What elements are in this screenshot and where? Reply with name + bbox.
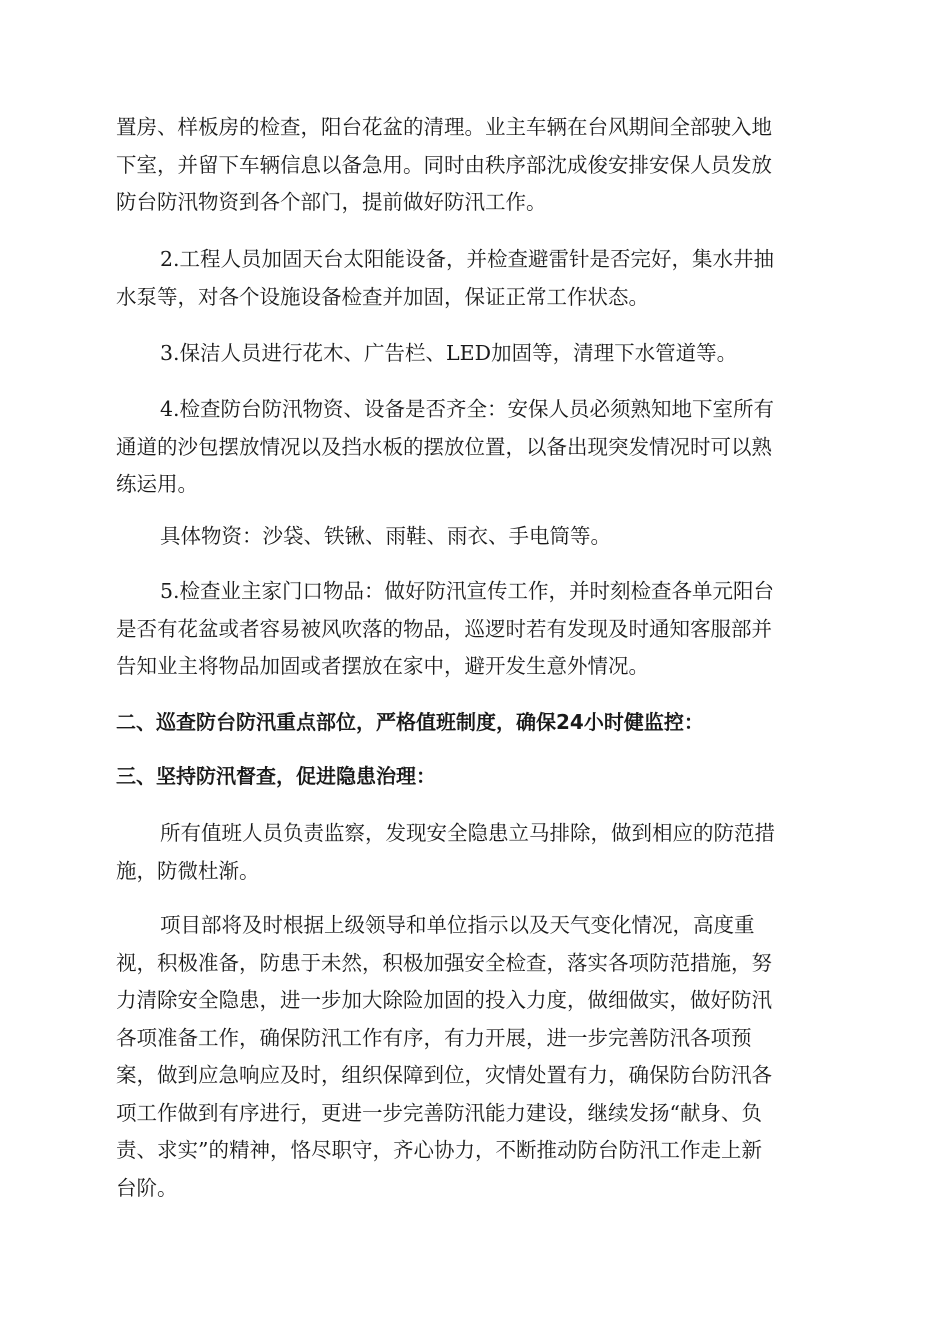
text-line: 责、求实”的精神，恪尽职守，齐心协力，不断推动防台防汛工作走上新 (116, 1138, 762, 1162)
paragraph-duty-staff (116, 815, 832, 890)
text-line: 是否有花盆或者容易被风吹落的物品，巡逻时若有发现及时通知客服部并 (116, 616, 772, 641)
text-line: 具体物资：沙袋、铁锹、雨鞋、雨衣、手电筒等。 (160, 524, 611, 548)
paragraph-item-2 (116, 241, 832, 316)
section-heading-2 (116, 704, 832, 742)
text-line: 2.工程人员加固天台太阳能设备，并检查避雷针是否完好，集水井抽 (160, 247, 775, 271)
text-line: 下室，并留下车辆信息以备急用。同时由秩序部沈成俊安排安保人员发放 (116, 152, 772, 177)
text-line: 置房、样板房的检查，阳台花盆的清理。业主车辆在台风期间全部驶入地 (116, 115, 772, 139)
text-line: 水泵等，对各个设施设备检查并加固，保证正常工作状态。 (116, 284, 649, 309)
text-line: 练运用。 (116, 472, 198, 496)
text-line: 案，做到应急响应及时，组织保障到位，灾情处置有力，确保防台防汛各 (116, 1063, 772, 1087)
text-line: 4.检查防台防汛物资、设备是否齐全：安保人员必须熟知地下室所有 (160, 397, 775, 421)
text-line: 施，防微杜渐。 (116, 858, 260, 883)
section-heading-3 (116, 758, 832, 796)
text-line: 项目部将及时根据上级领导和单位指示以及天气变化情况，高度重 (160, 913, 755, 937)
text-line: 5.检查业主家门口物品：做好防汛宣传工作，并时刻检查各单元阳台 (160, 579, 775, 603)
text-line: 告知业主将物品加固或者摆放在家中，避开发生意外情况。 (116, 654, 649, 678)
text-line: 所有值班人员负责监察，发现安全隐患立马排除，做到相应的防范措 (160, 821, 775, 845)
paragraph-item-3 (116, 335, 832, 373)
text-line: 视，积极准备，防患于未然，积极加强安全检查，落实各项防范措施，努 (116, 950, 772, 975)
paragraph-materials (116, 518, 832, 556)
text-line: 防台防汛物资到各个部门，提前做好防汛工作。 (116, 190, 547, 214)
text-line: 项工作做到有序进行，更进一步完善防汛能力建设，继续发扬“献身、负 (116, 1100, 762, 1125)
heading-text: 三、坚持防汛督查，促进隐患治理： (116, 764, 436, 788)
text-line: 3.保洁人员进行花木、广告栏、LED加固等，清理下水管道等。 (160, 341, 738, 365)
paragraph-item-5 (116, 573, 832, 686)
paragraph-item-4 (116, 391, 832, 504)
text-line: 各项准备工作，确保防汛工作有序，有力开展，进一步完善防汛各项预 (116, 1025, 752, 1050)
paragraph-inspection-continued (116, 109, 832, 222)
text-line: 通道的沙包摆放情况以及挡水板的摆放位置，以备出现突发情况时可以熟 (116, 434, 772, 459)
text-line: 台阶。 (116, 1175, 178, 1200)
paragraph-project-summary (116, 907, 832, 1207)
heading-text: 二、巡查防台防汛重点部位，严格值班制度，确保24小时健监控： (116, 710, 704, 734)
text-line: 力清除安全隐患，进一步加大除险加固的投入力度，做细做实，做好防汛 (116, 988, 772, 1012)
